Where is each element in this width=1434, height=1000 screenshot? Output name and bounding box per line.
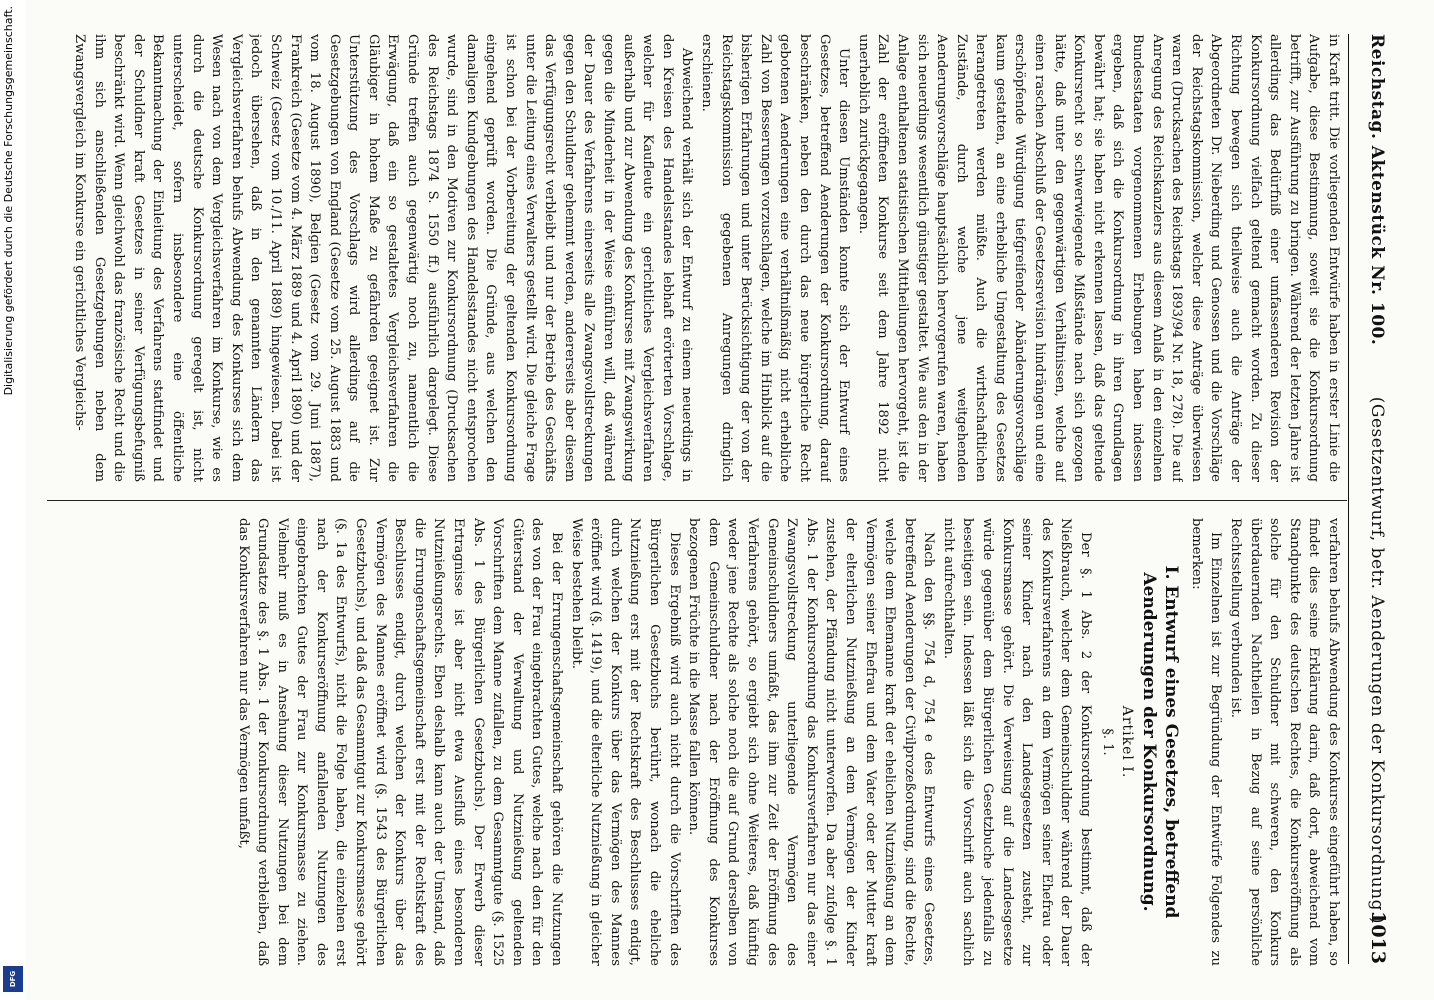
page-number: 1013	[1367, 911, 1389, 964]
paragraph: Im Einzelnen ist zur Begründung der Entwürfe Folgendes zu bemerken:	[1188, 518, 1224, 966]
running-head-right: (Gesetzentwurf, betr. Aenderungen der Konkursordnung.)	[1367, 396, 1387, 924]
paragraph: Nach den §§. 754 d, 754 e des Entwurfs eines Gesetzes, betreffend Aenderungen der Civilprozeßordnung, sind die Rechte, welche dem Ehemanne kraft der ehelichen Nutznießung an dem Vermögen seiner Ehefrau und dem Vater oder der Mutter kraft der elterlichen Nutznießung an dem Vermögen der Kinder zustehen, der Pfändung nicht unterworfen. Da aber zufolge §. 1 Abs. 1 der Konkursordnung das Konkursverfahren nur das einer Zwangsvollstreckung unterliegende Vermögen des Gemeinschuldners umfaßt, das ihm zur Zeit der Eröffnung des Verfahrens gehört, so ergiebt sich ohne Weiteres, daß künftig weder jene Rechte als solche noch die auf Grund derselben von dem Gemeinschuldner nach der Eröffnung des Konkurses bezogenen Früchte in die Masse fallen können.	[686, 518, 937, 966]
digitization-credit: Digitalisierung gefördert durch die Deutsche Forschungsgemeinschaft.	[2, 6, 15, 396]
article-heading: Artikel I.	[1119, 705, 1136, 779]
paragraph: Unter diesen Umständen konnte sich der Entwurf eines Gesetzes, betreffend Aenderungen der Konkursordnung, darauf beschränken, neben den durch das neue bürgerliche Recht gebotenen Aenderungen eine verhältnißmäßig nicht erhebliche Zahl von Besserungen vorzuschlagen, welche im Hinblick auf die bisherigen Erfahrungen und unter Berücksichtigung der von der Reichstagskommission gegebenen Anregungen dringlich erschienen.	[699, 34, 852, 482]
dfg-logo-text: DFG	[9, 970, 17, 988]
draft-title: I. Entwurf eines Gesetzes, betreffend Aenderungen der Konkursordnung.	[1139, 565, 1182, 919]
running-head-left: Reichstag. Aktenstück Nr. 100.	[1367, 34, 1387, 346]
paragraph: Der §. 1 Abs. 2 der Konkursordnung bestimmt, daß der Nießbrauch, welcher dem Gemeinschuldner während der Dauer des Konkursverfahrens an dem Vermögen seiner Ehefrau oder seiner Kinder nach den Landesgesetzen zusteht, zur Konkursmasse gehört. Die Verweisung auf die Landesgesetze würde gegenüber dem Bürgerlichen Gesetzbuche jedenfalls zu beseitigen sein. Indessen läßt sich die Vorschrift auch sachlich nicht aufrechthalten.	[940, 518, 1094, 966]
digitization-sidebar	[0, 0, 26, 1000]
rotated-page	[27, 0, 1407, 1000]
paragraph: Abweichend verhält sich der Entwurf zu einem neuerdings in den Kreisen des Handelsstandes lebhaft erörterten Vorschlage, welcher für Kaufleute ein gerichtliches Vergleichsverfahren außerhalb und zur Abwendung des Konkurses mit Zwangswirkung gegen die Minderheit in der Weise einführen will, daß während der Dauer des Verfahrens einerseits alle Zwangsvollstreckungen gegen den Schuldner gehemmt werden, andererseits aber diesem das Verfügungsrecht verbleibt und nur der Betrieb des Geschäfts unter die Leitung eines Verwalters gestellt wird. Die gleiche Frage ist schon bei der Vorbereitung der geltenden Konkursordnung eingehend geprüft worden. Die Gründe, aus welchen den damaligen Kundgebungen des Handelsstandes nicht entsprochen wurde, sind in den Motiven zur Konkursordnung (Drucksachen des Reichstags 1874 S. 1550 ff.) ausführlich dargelegt. Diese Gründe treffen auch gegenwärtig noch zu, namentlich die Erwägung, daß ein so gestaltetes Vergleichsverfahren die Gläubiger in hohem Maße zu gefährden geeignet ist. Zur Unterstützung des Vorschlags wird allerdings auf die Gesetzgebungen von England (Gesetze vom 25. August 1883 und vom 18. August 1890), Belgien (Gesetz vom 29. Juni 1887), Frankreich (Gesetze vom 4. März 1889 und 4. April 1890) und der Schweiz (Gesetz vom 10./11. April 1889) hingewiesen. Dabei ist jedoch übersehen, daß in den genannten Ländern das Vergleichsverfahren behufs Abwendung des Konkurses sich dem Wesen nach von dem Vergleichsverfahren im Konkurse, wie es durch die deutsche Konkursordnung geregelt ist, nicht unterscheidet, sofern insbesondere eine öffentliche Bekanntmachung der Einleitung des Verfahrens stattfindet und der Schuldner kraft Gesetzes in seiner Verfügungsbefugniß beschränkt wird. Wenn gleichwohl das französische Recht und die ihm sich anschließenden Gesetzgebungen neben dem Zwangsvergleich im Konkurse ein gerichtliches Vergleichs-	[72, 34, 695, 482]
section-symbol: §. 1.	[1099, 728, 1115, 756]
left-column	[53, 34, 1343, 482]
page-header	[1351, 34, 1391, 964]
dfg-logo	[3, 966, 23, 992]
right-column	[53, 518, 1343, 966]
paragraph: in Kraft tritt. Die vorliegenden Entwürfe haben in erster Linie die Aufgabe, diese Bestimmung, soweit sie die Konkursordnung betrifft, zur Ausführung zu bringen. Während der letzten Jahre ist allerdings das Bedürfniß einer umfassenderen Revision der Konkursordnung vielfach geltend gemacht worden. Zu dieser Richtung bewegen sich theilweise auch die Anträge der Abgeordneten Dr. Nieberding und Genossen und die Vorschläge der Reichstagskommission, welcher diese Anträge überwiesen waren (Drucksachen des Reichstags 1893/94 Nr. 18, 278). Die auf Anregung des Reichskanzlers aus diesem Anlaß in den einzelnen Bundesstaaten vorgenommenen Erhebungen haben indessen ergeben, daß sich die Konkursordnung in ihren Grundlagen bewährt hat; sie haben nicht erkennen lassen, daß das geltende Konkursrecht so schwerwiegende Mißstände nach sich gezogen hätte, daß unter den gegenwärtigen Verhältnissen, welche auf einen raschen Abschluß der Gesetzesrevision hindrängen und eine erschöpfende Würdigung tiefgreifender Abänderungsvorschläge kaum gestatten, an eine erhebliche Umgestaltung des Gesetzes herangetreten werden müßte. Auch die wirthschaftlichen Zustände, durch welche jene weitgehenden Aenderungsvorschläge hauptsächlich hervorgerufen waren, haben sich neuerdings wesentlich günstiger gestaltet. Wie aus den in der Anlage enthaltenen statistischen Mittheilungen hervorgeht, ist die Zahl der eröffneten Konkurse seit dem Jahre 1892 nicht unerheblich zurückgegangen.	[855, 34, 1341, 482]
paragraph: verfahren behufs Abwendung des Konkurses eingeführt haben, so findet dies seine Erklärung darin, daß dort, abweichend vom Standpunkte des deutschen Rechtes, die Konkurseröffnung als solche für den Schuldner mit schweren, den Konkurs überdauernden Nachtheilen in Bezug auf seine persönliche Rechtsstellung verbunden ist.	[1228, 518, 1341, 966]
column-divider	[47, 500, 1347, 501]
paragraph: Dieses Ergebniß wird auch nicht durch die Vorschriften des Bürgerlichen Gesetzbuchs berührt, wonach die eheliche Nutznießung erst mit der Rechtskraft des Beschlusses endigt, durch welchen der Konkurs über das Vermögen des Mannes eröffnet wird (§. 1419), und die elterliche Nutznießung in gleicher Weise bestehen bleibt.	[568, 518, 682, 966]
paragraph: Bei der Errungenschaftsgemeinschaft gehören die Nutzungen des von der Frau eingebrachten Gutes, welche nach den für den Güterstand der Verwaltung und Nutznießung geltenden Vorschriften dem Manne zufallen, zu dem Gesammtgute (§. 1525 Abs. 1 des Bürgerlichen Gesetzbuchs). Der Erwerb dieser Ertragnisse ist aber nicht etwa Ausfluß eines besonderen Nutznießungsrechts. Eben deshalb kann auch der Umstand, daß die Errungenschaftsgemeinschaft erst mit der Rechtskraft des Beschlusses endigt, durch welchen der Konkurs über das Vermögen des Mannes eröffnet wird (§. 1543 des Bürgerlichen Gesetzbuchs), und daß das Gesammtgut zur Konkursmasse gehört (§. 1a des Entwurfs), nicht die Folge haben, die einzelnen erst nach der Konkurseröffnung anfallenden Nutzungen des eingebrachten Gutes der Frau zur Konkursmasse zu ziehen. Vielmehr muß es in Ansehung dieser Nutzungen bei dem Grundsatze des §. 1 Abs. 1 der Konkursordnung verbleiben, daß das Konkursverfahren nur das Vermögen umfaßt,	[235, 518, 565, 966]
header-rule	[1348, 34, 1349, 964]
